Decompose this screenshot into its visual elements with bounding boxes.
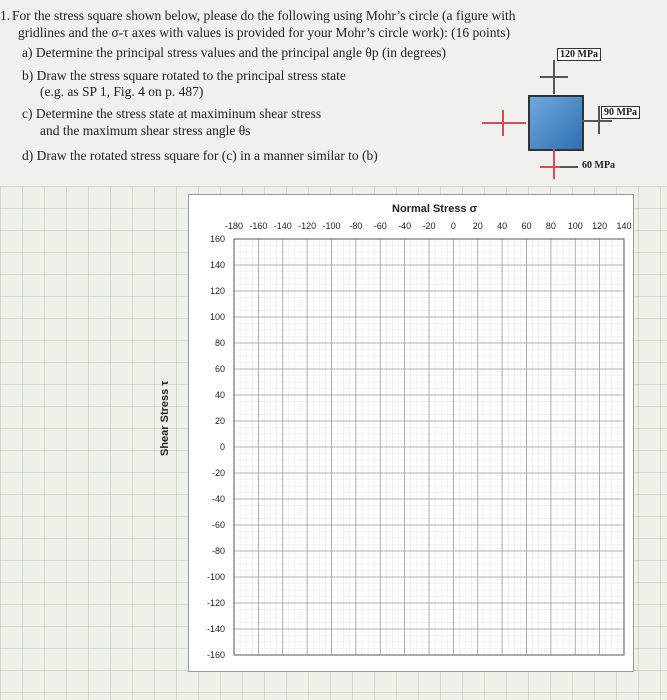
bottom-stress-tick-right bbox=[560, 166, 578, 168]
right-stress-tick bbox=[598, 106, 600, 134]
x-tick-label: 60 bbox=[521, 221, 532, 231]
y-tick-label: -20 bbox=[211, 468, 225, 478]
y-tick-label: 160 bbox=[209, 234, 225, 244]
y-tick-label: -160 bbox=[206, 650, 225, 660]
x-tick-label: -160 bbox=[249, 221, 268, 231]
x-tick-label: -40 bbox=[398, 221, 412, 231]
y-tick-label: -140 bbox=[206, 624, 225, 634]
x-tick-label: -80 bbox=[349, 221, 363, 231]
part-b-line-2: (e.g. as SP 1, Fig. 4 on p. 487) bbox=[40, 84, 204, 99]
top-stress-label: 120 MPa bbox=[557, 48, 601, 61]
y-tick-label: 100 bbox=[209, 312, 225, 322]
x-axis-title: Normal Stress σ bbox=[392, 203, 478, 215]
y-tick-label: -100 bbox=[206, 572, 225, 582]
part-d: d) Draw the rotated stress square for (c) in a manner similar to (b) bbox=[22, 148, 378, 163]
x-tick-label: 40 bbox=[497, 221, 508, 231]
stress-square-figure bbox=[470, 40, 667, 190]
x-tick-label: -120 bbox=[298, 221, 317, 231]
x-tick-label: 140 bbox=[616, 221, 632, 231]
x-tick-label: 0 bbox=[450, 221, 456, 231]
top-stress-tick bbox=[540, 76, 568, 78]
left-stress-tick bbox=[502, 110, 504, 136]
y-tick-label: 0 bbox=[219, 442, 225, 452]
problem-intro-line-2: gridlines and the σ-τ axes with values is provided for your Mohr’s circle work): (16 points) bbox=[18, 25, 510, 40]
bottom-stress-label: 60 MPa bbox=[582, 160, 616, 171]
x-tick-label: -60 bbox=[373, 221, 387, 231]
part-c-line-2: and the maximum shear stress angle θs bbox=[40, 123, 251, 138]
y-tick-label: -40 bbox=[211, 494, 225, 504]
y-tick-label: -80 bbox=[211, 546, 225, 556]
part-a: a) Determine the principal stress values and the principal angle θp (in degrees) bbox=[22, 45, 447, 60]
x-tick-label: 100 bbox=[567, 221, 583, 231]
question-number: 1. bbox=[0, 8, 11, 23]
x-tick-label: -180 bbox=[224, 221, 244, 231]
y-tick-label: 120 bbox=[209, 286, 225, 296]
y-tick-label: 20 bbox=[214, 416, 225, 426]
x-tick-label: 20 bbox=[472, 221, 483, 231]
y-tick-label: -120 bbox=[206, 598, 225, 608]
problem-intro-line-1: For the stress square shown below, please do the following using Mohr’s circle (a figure with bbox=[12, 8, 516, 23]
x-tick-label: -20 bbox=[422, 221, 436, 231]
mohr-chart-panel bbox=[188, 194, 634, 672]
mohr-chart bbox=[189, 195, 633, 671]
y-tick-label: -60 bbox=[211, 520, 225, 530]
part-b-line-1: b) Draw the stress square rotated to the principal stress state bbox=[22, 68, 346, 83]
stress-element-square bbox=[528, 95, 584, 151]
x-tick-label: -100 bbox=[322, 221, 341, 231]
y-tick-label: 140 bbox=[209, 260, 225, 270]
x-tick-label: 120 bbox=[592, 221, 608, 231]
y-tick-label: 80 bbox=[214, 338, 225, 348]
y-axis-title: Shear Stress τ bbox=[159, 380, 171, 456]
bottom-stress-arrow bbox=[553, 149, 555, 179]
x-tick-label: -140 bbox=[273, 221, 292, 231]
y-tick-label: 40 bbox=[214, 390, 225, 400]
left-stress-arrow bbox=[482, 122, 526, 124]
part-c-line-1: c) Determine the stress state at maximinum shear stress bbox=[22, 106, 322, 121]
right-stress-arrow bbox=[582, 120, 612, 122]
right-stress-label: 90 MPa bbox=[601, 106, 640, 119]
y-tick-label: 60 bbox=[214, 364, 225, 374]
x-tick-label: 80 bbox=[545, 221, 556, 231]
